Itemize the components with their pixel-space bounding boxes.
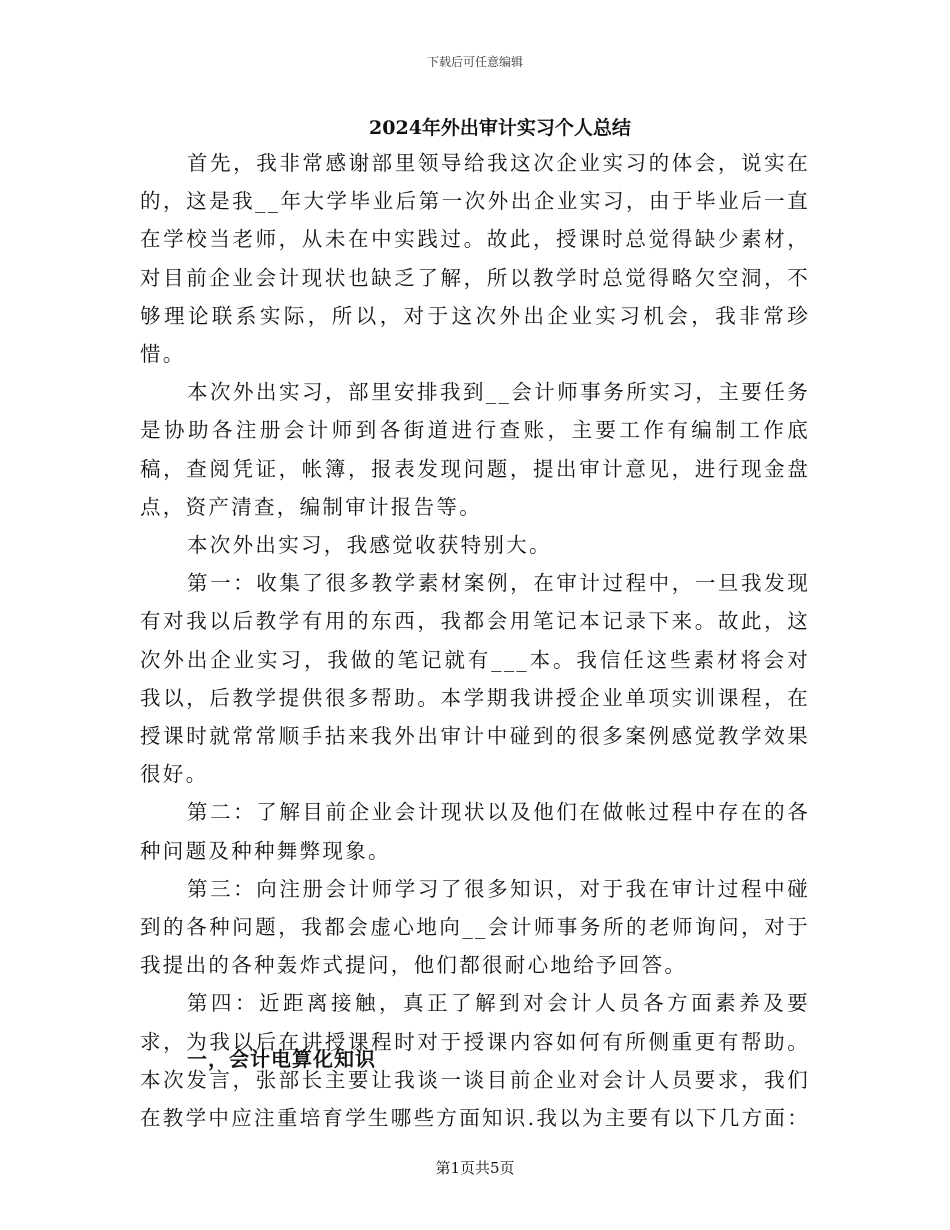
paragraph-intro: 首先，我非常感谢部里领导给我这次企业实习的体会，说实在的，这是我__年大学毕业后第一次外出企业实习，由于毕业后一直在学校当老师，从未在中实践过。故此，授课时总觉得缺少素材，对目前企业会计现状也缺乏了解，所以教学时总觉得略欠空洞，不够理论联系实际，所以，对于这次外出企业实习机会，我非常珍惜。 (140, 151, 810, 367)
paragraph-point-one: 第一：收集了很多教学素材案例，在审计过程中，一旦我发现有对我以后教学有用的东西，我都会用笔记本记录下来。故此，这次外出企业实习，我做的笔记就有___本。我信任这些素材将会对我以，后教学提供很多帮助。本学期我讲授企业单项实训课程，在授课时就常常顺手拈来我外出审计中碰到的很多案例感觉教学效果很好。 (140, 571, 810, 787)
document-title: 2024年外出审计实习个人总结 (369, 117, 631, 139)
section-heading: 一，会计电算化知识 (187, 1047, 376, 1071)
paragraph-gains-summary: 本次外出实习，我感觉收获特别大。 (187, 533, 552, 558)
paragraph-point-four: 第四：近距离接触，真正了解到对会计人员各方面素养及要求，为我以后在讲授课程时对于授课内容如何有所侧重更有帮助。本次发言，张部长主要让我谈一谈目前企业对会计人员要求，我们在教学中应注重培育学生哪些方面知识.我以为主要有以下几方面： (140, 991, 811, 1131)
document-body (140, 144, 810, 1137)
paragraph-internship-tasks: 本次外出实习，部里安排我到__会计师事务所实习，主要任务是协助各注册会计师到各街道进行查账，主要工作有编制工作底稿，查阅凭证，帐簿，报表发现问题，提出审计意见，进行现金盘点，资产清查，编制审计报告等。 (140, 380, 810, 519)
header-note: 下载后可任意编辑 (426, 55, 523, 69)
page-footer: 第1页共5页 (435, 1159, 515, 1177)
paragraph-point-two: 第二：了解目前企业会计现状以及他们在做帐过程中存在的各种问题及种种舞弊现象。 (140, 800, 810, 863)
paragraph-point-three: 第三：向注册会计师学习了很多知识，对于我在审计过程中碰到的各种问题，我都会虚心地向__会计师事务所的老师询问，对于我提出的各种轰炸式提问，他们都很耐心地给予回答。 (140, 876, 810, 978)
